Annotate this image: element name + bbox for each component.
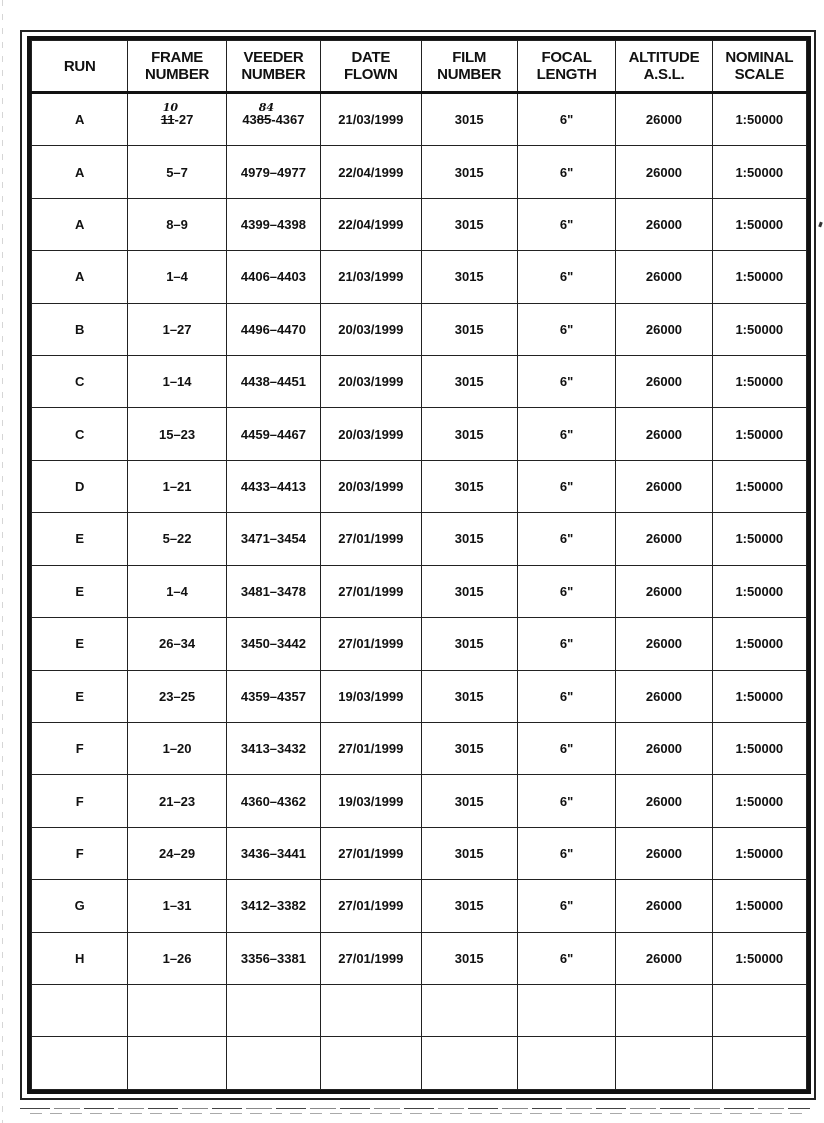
cell-nominal-scale: 1:50000 bbox=[712, 618, 806, 670]
cell-film-number: 3015 bbox=[421, 356, 517, 408]
cell-altitude: 26000 bbox=[616, 356, 712, 408]
bottom-rule bbox=[20, 1108, 810, 1109]
cell-focal-length: 6" bbox=[517, 775, 615, 827]
handwritten-correction bbox=[160, 101, 179, 128]
cell-run: E bbox=[32, 513, 128, 565]
header-frame-number: FRAME NUMBER bbox=[128, 41, 226, 93]
cell-frame-number: 1–14 bbox=[128, 356, 226, 408]
cell-focal-length: 6" bbox=[517, 565, 615, 617]
cell-film-number: 3015 bbox=[421, 880, 517, 932]
cell-frame-number: 1–31 bbox=[128, 880, 226, 932]
cell-frame-number: 1–21 bbox=[128, 460, 226, 512]
header-run: RUN bbox=[32, 41, 128, 93]
table-row bbox=[32, 722, 807, 774]
table-row bbox=[32, 251, 807, 303]
cell-nominal-scale: 1:50000 bbox=[712, 408, 806, 460]
cell-frame-number: 1–4 bbox=[128, 565, 226, 617]
cell-date-flown: 21/03/1999 bbox=[321, 251, 421, 303]
cell-frame-number: 1–4 bbox=[128, 251, 226, 303]
cell-date-flown: 27/01/1999 bbox=[321, 932, 421, 984]
cell-focal-length: 6" bbox=[517, 670, 615, 722]
table-row bbox=[32, 146, 807, 198]
cell-veeder-number: 3471–3454 bbox=[226, 513, 320, 565]
cell-nominal-scale: 1:50000 bbox=[712, 356, 806, 408]
table-row bbox=[32, 565, 807, 617]
cell-nominal-scale: 1:50000 bbox=[712, 827, 806, 879]
header-nominal-scale: NOMINAL SCALE bbox=[712, 41, 806, 93]
table-row bbox=[32, 880, 807, 932]
table-row bbox=[32, 932, 807, 984]
cell-nominal-scale: 1:50000 bbox=[712, 513, 806, 565]
cell-run bbox=[32, 984, 128, 1036]
table-row bbox=[32, 1037, 807, 1090]
cell-altitude: 26000 bbox=[616, 303, 712, 355]
cell-focal-length: 6" bbox=[517, 198, 615, 250]
cell-frame-number bbox=[128, 93, 226, 146]
cell-focal-length: 6" bbox=[517, 722, 615, 774]
cell-frame-number bbox=[128, 984, 226, 1036]
cell-film-number: 3015 bbox=[421, 460, 517, 512]
cell-focal-length: 6" bbox=[517, 303, 615, 355]
cell-film-number: 3015 bbox=[421, 93, 517, 146]
cell-focal-length: 6" bbox=[517, 827, 615, 879]
cell-altitude bbox=[616, 984, 712, 1036]
cell-date-flown: 27/01/1999 bbox=[321, 565, 421, 617]
cell-run: C bbox=[32, 408, 128, 460]
cell-altitude: 26000 bbox=[616, 827, 712, 879]
table-body bbox=[32, 93, 807, 1090]
cell-film-number: 3015 bbox=[421, 618, 517, 670]
cell-run: E bbox=[32, 670, 128, 722]
cell-nominal-scale: 1:50000 bbox=[712, 460, 806, 512]
table-row bbox=[32, 198, 807, 250]
cell-altitude bbox=[616, 1037, 712, 1090]
cell-focal-length bbox=[517, 1037, 615, 1090]
cell-frame-number: 8–9 bbox=[128, 198, 226, 250]
cell-veeder-number: 4433–4413 bbox=[226, 460, 320, 512]
cell-focal-length: 6" bbox=[517, 460, 615, 512]
cell-nominal-scale: 1:50000 bbox=[712, 775, 806, 827]
cell-veeder-number: 3481–3478 bbox=[226, 565, 320, 617]
cell-frame-number: 23–25 bbox=[128, 670, 226, 722]
cell-altitude: 26000 bbox=[616, 513, 712, 565]
cell-date-flown: 27/01/1999 bbox=[321, 722, 421, 774]
table-header-row bbox=[32, 41, 807, 93]
cell-frame-number: 5–22 bbox=[128, 513, 226, 565]
cell-veeder-number bbox=[226, 1037, 320, 1090]
cell-film-number: 3015 bbox=[421, 146, 517, 198]
cell-frame-number: 1–27 bbox=[128, 303, 226, 355]
cell-focal-length: 6" bbox=[517, 513, 615, 565]
header-veeder-number: VEEDER NUMBER bbox=[226, 41, 320, 93]
cell-veeder-number: 4459–4467 bbox=[226, 408, 320, 460]
cell-film-number: 3015 bbox=[421, 722, 517, 774]
cell-film-number: 3015 bbox=[421, 251, 517, 303]
cell-film-number bbox=[421, 984, 517, 1036]
cell-run: F bbox=[32, 722, 128, 774]
cell-nominal-scale: 1:50000 bbox=[712, 565, 806, 617]
cell-veeder-number bbox=[226, 984, 320, 1036]
cell-run: A bbox=[32, 93, 128, 146]
cell-film-number: 3015 bbox=[421, 565, 517, 617]
cell-film-number: 3015 bbox=[421, 408, 517, 460]
correction-text: 84 bbox=[258, 101, 275, 115]
cell-focal-length: 6" bbox=[517, 146, 615, 198]
cell-run: F bbox=[32, 775, 128, 827]
cell-run: C bbox=[32, 356, 128, 408]
header-film-number: FILM NUMBER bbox=[421, 41, 517, 93]
cell-altitude: 26000 bbox=[616, 198, 712, 250]
cell-date-flown: 21/03/1999 bbox=[321, 93, 421, 146]
cell-focal-length: 6" bbox=[517, 356, 615, 408]
cell-veeder-number: 3356–3381 bbox=[226, 932, 320, 984]
cell-frame-number: 26–34 bbox=[128, 618, 226, 670]
cell-altitude: 26000 bbox=[616, 93, 712, 146]
cell-focal-length: 6" bbox=[517, 932, 615, 984]
cell-nominal-scale: 1:50000 bbox=[712, 198, 806, 250]
cell-film-number: 3015 bbox=[421, 775, 517, 827]
cell-veeder-number: 3436–3441 bbox=[226, 827, 320, 879]
cell-nominal-scale: 1:50000 bbox=[712, 932, 806, 984]
table-row bbox=[32, 984, 807, 1036]
cell-date-flown: 20/03/1999 bbox=[321, 460, 421, 512]
cell-nominal-scale: 1:50000 bbox=[712, 722, 806, 774]
cell-veeder-number: 4360–4362 bbox=[226, 775, 320, 827]
cell-frame-number bbox=[128, 1037, 226, 1090]
scan-speck bbox=[818, 222, 823, 228]
cell-veeder-rest: -4367 bbox=[271, 112, 305, 128]
cell-date-flown: 27/01/1999 bbox=[321, 827, 421, 879]
cell-nominal-scale: 1:50000 bbox=[712, 303, 806, 355]
table-row bbox=[32, 670, 807, 722]
cell-date-flown: 20/03/1999 bbox=[321, 408, 421, 460]
scan-edge-mark bbox=[2, 0, 3, 1123]
cell-film-number: 3015 bbox=[421, 932, 517, 984]
cell-altitude: 26000 bbox=[616, 408, 712, 460]
cell-frame-number: 1–26 bbox=[128, 932, 226, 984]
cell-film-number: 3015 bbox=[421, 513, 517, 565]
bottom-rule-faint bbox=[30, 1113, 810, 1114]
cell-run: H bbox=[32, 932, 128, 984]
cell-run: E bbox=[32, 618, 128, 670]
cell-run: D bbox=[32, 460, 128, 512]
table-row bbox=[32, 408, 807, 460]
cell-altitude: 26000 bbox=[616, 775, 712, 827]
header-altitude: ALTITUDE A.S.L. bbox=[616, 41, 712, 93]
cell-focal-length bbox=[517, 984, 615, 1036]
table-row bbox=[32, 775, 807, 827]
cell-veeder-number: 4399–4398 bbox=[226, 198, 320, 250]
cell-veeder-number: 4979–4977 bbox=[226, 146, 320, 198]
cell-focal-length: 6" bbox=[517, 251, 615, 303]
cell-nominal-scale: 1:50000 bbox=[712, 880, 806, 932]
cell-altitude: 26000 bbox=[616, 565, 712, 617]
cell-film-number: 3015 bbox=[421, 198, 517, 250]
flight-run-table bbox=[31, 40, 807, 1090]
cell-date-flown: 27/01/1999 bbox=[321, 880, 421, 932]
cell-veeder-number: 3450–3442 bbox=[226, 618, 320, 670]
table-row bbox=[32, 618, 807, 670]
cell-altitude: 26000 bbox=[616, 722, 712, 774]
cell-nominal-scale: 1:50000 bbox=[712, 670, 806, 722]
struck-text: 11 bbox=[160, 112, 175, 128]
cell-nominal-scale: 1:50000 bbox=[712, 146, 806, 198]
cell-date-flown bbox=[321, 984, 421, 1036]
cell-veeder-number: 4359–4357 bbox=[226, 670, 320, 722]
veeder-prefix: 43 bbox=[242, 112, 257, 128]
table-row bbox=[32, 513, 807, 565]
cell-focal-length: 6" bbox=[517, 408, 615, 460]
table-row bbox=[32, 460, 807, 512]
cell-veeder-number: 3413–3432 bbox=[226, 722, 320, 774]
cell-veeder-number: 4438–4451 bbox=[226, 356, 320, 408]
cell-run bbox=[32, 1037, 128, 1090]
cell-altitude: 26000 bbox=[616, 880, 712, 932]
cell-focal-length: 6" bbox=[517, 93, 615, 146]
cell-date-flown: 22/04/1999 bbox=[321, 198, 421, 250]
cell-film-number: 3015 bbox=[421, 827, 517, 879]
handwritten-correction bbox=[256, 101, 275, 128]
cell-focal-length: 6" bbox=[517, 880, 615, 932]
cell-nominal-scale: 1:50000 bbox=[712, 251, 806, 303]
cell-run: G bbox=[32, 880, 128, 932]
cell-film-number: 3015 bbox=[421, 670, 517, 722]
cell-date-flown: 27/01/1999 bbox=[321, 618, 421, 670]
cell-date-flown: 19/03/1999 bbox=[321, 775, 421, 827]
header-focal-length: FOCAL LENGTH bbox=[517, 41, 615, 93]
cell-date-flown: 27/01/1999 bbox=[321, 513, 421, 565]
cell-frame-number: 21–23 bbox=[128, 775, 226, 827]
cell-veeder-number: 4496–4470 bbox=[226, 303, 320, 355]
cell-veeder-number: 3412–3382 bbox=[226, 880, 320, 932]
cell-altitude: 26000 bbox=[616, 618, 712, 670]
header-date-flown: DATE FLOWN bbox=[321, 41, 421, 93]
cell-veeder-number: 4406–4403 bbox=[226, 251, 320, 303]
cell-frame-number: 24–29 bbox=[128, 827, 226, 879]
cell-date-flown bbox=[321, 1037, 421, 1090]
cell-altitude: 26000 bbox=[616, 251, 712, 303]
cell-run: B bbox=[32, 303, 128, 355]
table-row bbox=[32, 303, 807, 355]
cell-nominal-scale bbox=[712, 984, 806, 1036]
cell-date-flown: 19/03/1999 bbox=[321, 670, 421, 722]
cell-date-flown: 22/04/1999 bbox=[321, 146, 421, 198]
cell-altitude: 26000 bbox=[616, 146, 712, 198]
cell-nominal-scale: 1:50000 bbox=[712, 93, 806, 146]
cell-run: E bbox=[32, 565, 128, 617]
cell-frame-rest: -27 bbox=[174, 112, 194, 128]
cell-focal-length: 6" bbox=[517, 618, 615, 670]
cell-nominal-scale bbox=[712, 1037, 806, 1090]
table-row bbox=[32, 356, 807, 408]
struck-text: 85 bbox=[256, 112, 272, 128]
cell-film-number bbox=[421, 1037, 517, 1090]
table-row bbox=[32, 93, 807, 146]
cell-date-flown: 20/03/1999 bbox=[321, 356, 421, 408]
cell-altitude: 26000 bbox=[616, 670, 712, 722]
cell-veeder-number bbox=[226, 93, 320, 146]
cell-run: A bbox=[32, 198, 128, 250]
cell-run: A bbox=[32, 251, 128, 303]
cell-date-flown: 20/03/1999 bbox=[321, 303, 421, 355]
table-row bbox=[32, 827, 807, 879]
cell-frame-number: 5–7 bbox=[128, 146, 226, 198]
correction-text: 10 bbox=[162, 101, 179, 115]
cell-run: F bbox=[32, 827, 128, 879]
cell-altitude: 26000 bbox=[616, 460, 712, 512]
cell-altitude: 26000 bbox=[616, 932, 712, 984]
cell-run: A bbox=[32, 146, 128, 198]
cell-frame-number: 15–23 bbox=[128, 408, 226, 460]
cell-film-number: 3015 bbox=[421, 303, 517, 355]
cell-frame-number: 1–20 bbox=[128, 722, 226, 774]
